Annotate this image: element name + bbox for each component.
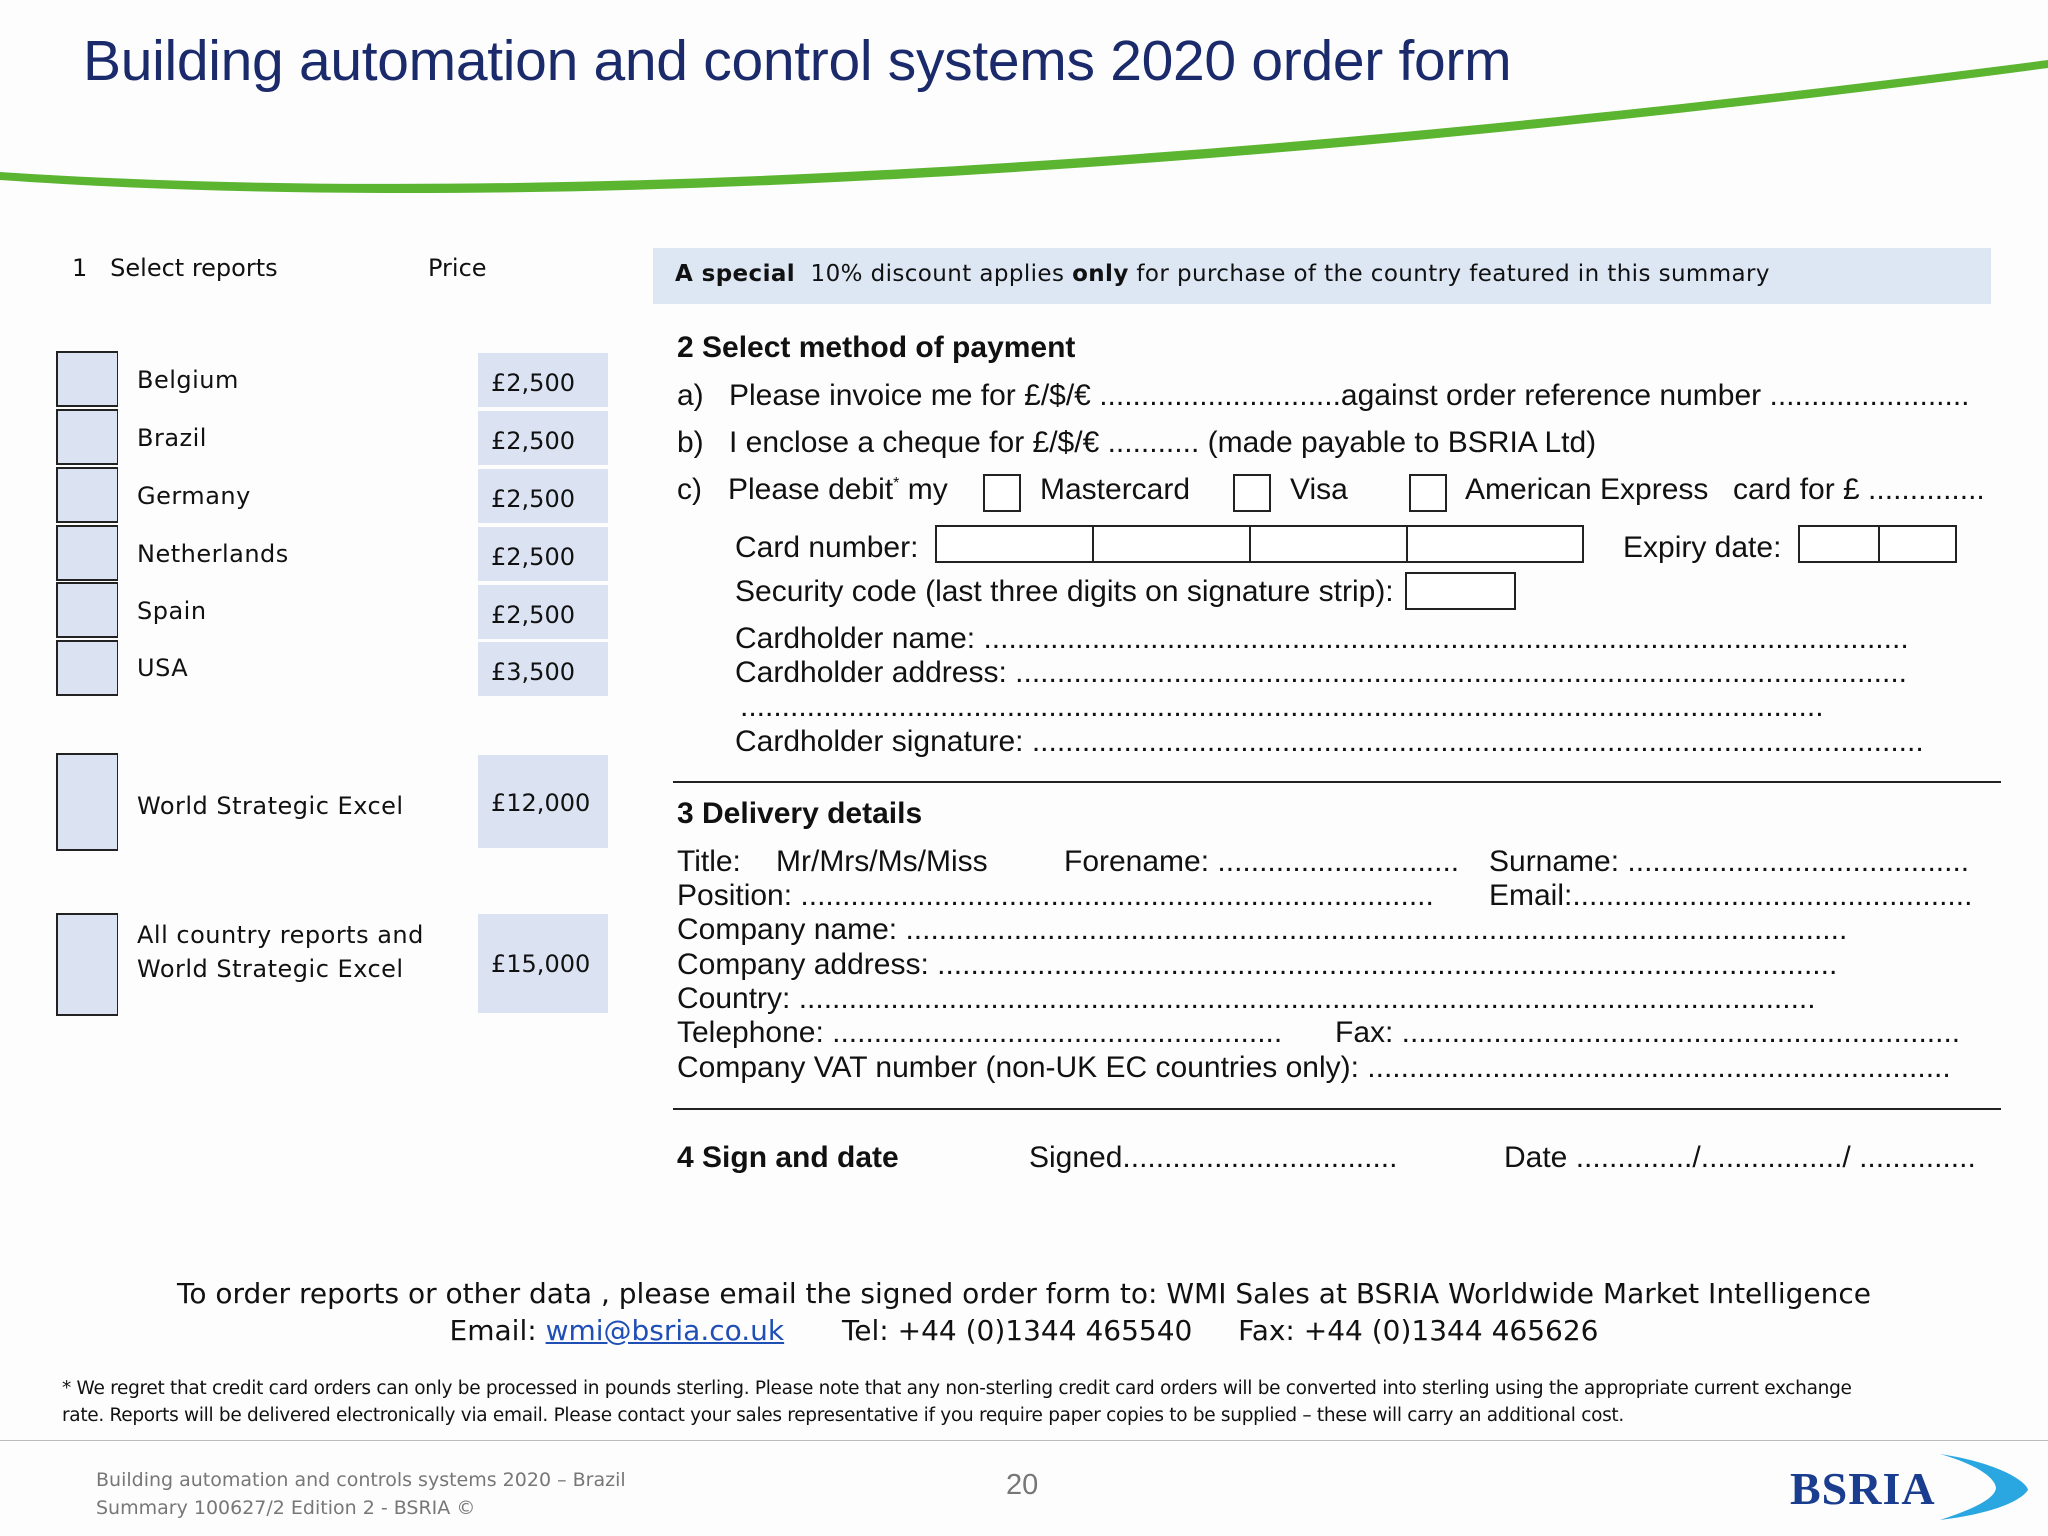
price-belgium: £2,500 [478, 353, 608, 407]
option-b-marker: b) [677, 426, 704, 459]
report-label-spain: Spain [137, 597, 207, 625]
section-divider [673, 781, 2001, 783]
card-number-divider [1406, 527, 1408, 561]
date-field[interactable]: Date ............../................./ .............. [1504, 1141, 1976, 1174]
report-label-netherlands: Netherlands [137, 540, 289, 568]
footer-edition: Summary 100627/2 Edition 2 - BSRIA © [96, 1497, 476, 1519]
page-number: 20 [1006, 1469, 1039, 1501]
signed-field[interactable]: Signed................................. [1029, 1141, 1398, 1174]
cardholder-address-field[interactable]: Cardholder address: ........................................................................................................... [735, 656, 1907, 689]
contact-line [0, 1314, 2048, 1347]
price-spain: £2,500 [478, 585, 608, 639]
option-a-text: Please invoice me for £/$/€ .............................against order reference number ........................ [729, 379, 1970, 412]
footnote-line1: * We regret that credit card orders can only be processed in pounds sterling. Please note that any non-sterling credit card orders will be converted into sterling using the appropriate current exchange [62, 1378, 1852, 1399]
report-label-germany: Germany [137, 482, 251, 510]
debit-footnote-marker: * [893, 475, 900, 492]
email-label: Email: [449, 1314, 546, 1347]
security-code-input[interactable] [1405, 572, 1516, 610]
option-c-marker: c) [677, 473, 702, 506]
fax-field[interactable]: Fax: ................................................................... [1335, 1016, 1961, 1049]
card-number-divider [1092, 527, 1094, 561]
card-number-label: Card number: [735, 531, 919, 564]
fax-number: Fax: +44 (0)1344 465626 [1238, 1314, 1599, 1347]
cardholder-address-line2[interactable]: .................................................................................................................................. [740, 690, 1824, 723]
title-options[interactable]: Mr/Mrs/Ms/Miss [776, 845, 988, 878]
delivery-details-heading: 3 Delivery details [677, 797, 923, 830]
checkbox-usa[interactable] [56, 640, 118, 696]
card-number-input[interactable] [935, 525, 1584, 563]
bsria-logo-text: BSRIA [1790, 1463, 1936, 1514]
checkbox-mastercard[interactable] [983, 474, 1021, 512]
option-a-marker: a) [677, 379, 704, 412]
bsria-logo [1790, 1452, 2030, 1522]
checkbox-spain[interactable] [56, 582, 118, 638]
visa-label: Visa [1290, 473, 1348, 506]
banner-bold-special: A special [675, 261, 796, 287]
footer-divider [0, 1440, 2048, 1441]
checkbox-netherlands[interactable] [56, 525, 118, 581]
price-netherlands: £2,500 [478, 527, 608, 581]
card-number-divider [1249, 527, 1251, 561]
telephone-number: Tel: +44 (0)1344 465540 [841, 1314, 1193, 1347]
select-reports-heading: 1 Select reports [72, 254, 278, 282]
checkbox-visa[interactable] [1233, 474, 1271, 512]
title-label: Title: [677, 845, 741, 878]
amex-label: American Express [1465, 473, 1709, 506]
expiry-date-input[interactable] [1798, 525, 1957, 563]
price-all-reports: £15,000 [478, 914, 608, 1013]
sales-email-link[interactable]: wmi@bsria.co.uk [545, 1314, 785, 1347]
report-label-brazil: Brazil [137, 424, 207, 452]
email-field[interactable]: Email:................................................ [1489, 879, 1973, 912]
security-code-label: Security code (last three digits on signature strip): [735, 575, 1394, 608]
vat-number-field[interactable]: Company VAT number (non-UK EC countries only): ...................................................................... [677, 1051, 1951, 1084]
card-for-text: card for £ .............. [1733, 473, 1985, 506]
discount-banner [653, 248, 1991, 304]
report-label-all-reports [137, 918, 424, 986]
banner-text-1: 10% discount applies [810, 261, 1073, 287]
banner-text-2: for purchase of the country featured in this summary [1128, 261, 1770, 287]
payment-method-heading: 2 Select method of payment [677, 331, 1076, 364]
option-b-text: I enclose a cheque for £/$/€ ........... (made payable to BSRIA Ltd) [729, 426, 1597, 459]
cardholder-name-field[interactable]: Cardholder name: ............................................................................................................... [735, 622, 1909, 655]
expiry-date-label: Expiry date: [1623, 531, 1782, 564]
expiry-divider [1878, 527, 1880, 561]
section-divider [673, 1108, 2001, 1110]
checkbox-all-reports[interactable] [56, 913, 118, 1016]
sign-date-heading: 4 Sign and date [677, 1141, 899, 1174]
price-world-strategic-excel: £12,000 [478, 755, 608, 848]
report-label-world-strategic-excel: World Strategic Excel [137, 792, 404, 820]
footer-report-title: Building automation and controls systems 2020 – Brazil [96, 1469, 626, 1491]
cardholder-signature-field[interactable]: Cardholder signature: ........................................................................................................... [735, 725, 1924, 758]
price-usa: £3,500 [478, 642, 608, 696]
all-reports-label-line2: World Strategic Excel [137, 955, 404, 983]
telephone-field[interactable]: Telephone: ...................................................... [677, 1016, 1283, 1049]
report-label-belgium: Belgium [137, 366, 239, 394]
green-swoosh-decoration [0, 0, 2048, 210]
surname-field[interactable]: Surname: ......................................... [1489, 845, 1970, 878]
checkbox-american-express[interactable] [1409, 474, 1447, 512]
page-title: Building automation and control systems 2020 order form [83, 29, 1512, 93]
checkbox-world-strategic-excel[interactable] [56, 753, 118, 851]
checkbox-belgium[interactable] [56, 351, 118, 407]
footnote-line2: rate. Reports will be delivered electronically via email. Please contact your sales representative if you require paper copies to be supplied – these will carry an additional cost. [62, 1405, 1624, 1426]
report-label-usa: USA [137, 654, 189, 682]
debit-my-text: my [907, 473, 948, 506]
all-reports-label-line1: All country reports and [137, 921, 424, 949]
price-heading: Price [428, 254, 487, 282]
checkbox-brazil[interactable] [56, 409, 118, 465]
please-debit-text: Please debit [728, 473, 894, 506]
position-field[interactable]: Position: ............................................................................ [677, 879, 1434, 912]
banner-bold-only: only [1072, 261, 1129, 287]
price-germany: £2,500 [478, 469, 608, 523]
country-field[interactable]: Country: .......................................................................................................................... [677, 982, 1816, 1015]
order-instructions: To order reports or other data , please email the signed order form to: WMI Sales at BSRIA Worldwide Market Intelligence [177, 1277, 1871, 1310]
company-name-field[interactable]: Company name: ................................................................................................................. [677, 913, 1848, 946]
checkbox-germany[interactable] [56, 467, 118, 523]
option-c-text [728, 473, 948, 507]
company-address-field[interactable]: Company address: ............................................................................................................ [677, 948, 1838, 981]
forename-field[interactable]: Forename: ............................. [1064, 845, 1460, 878]
price-brazil: £2,500 [478, 411, 608, 465]
mastercard-label: Mastercard [1040, 473, 1191, 506]
